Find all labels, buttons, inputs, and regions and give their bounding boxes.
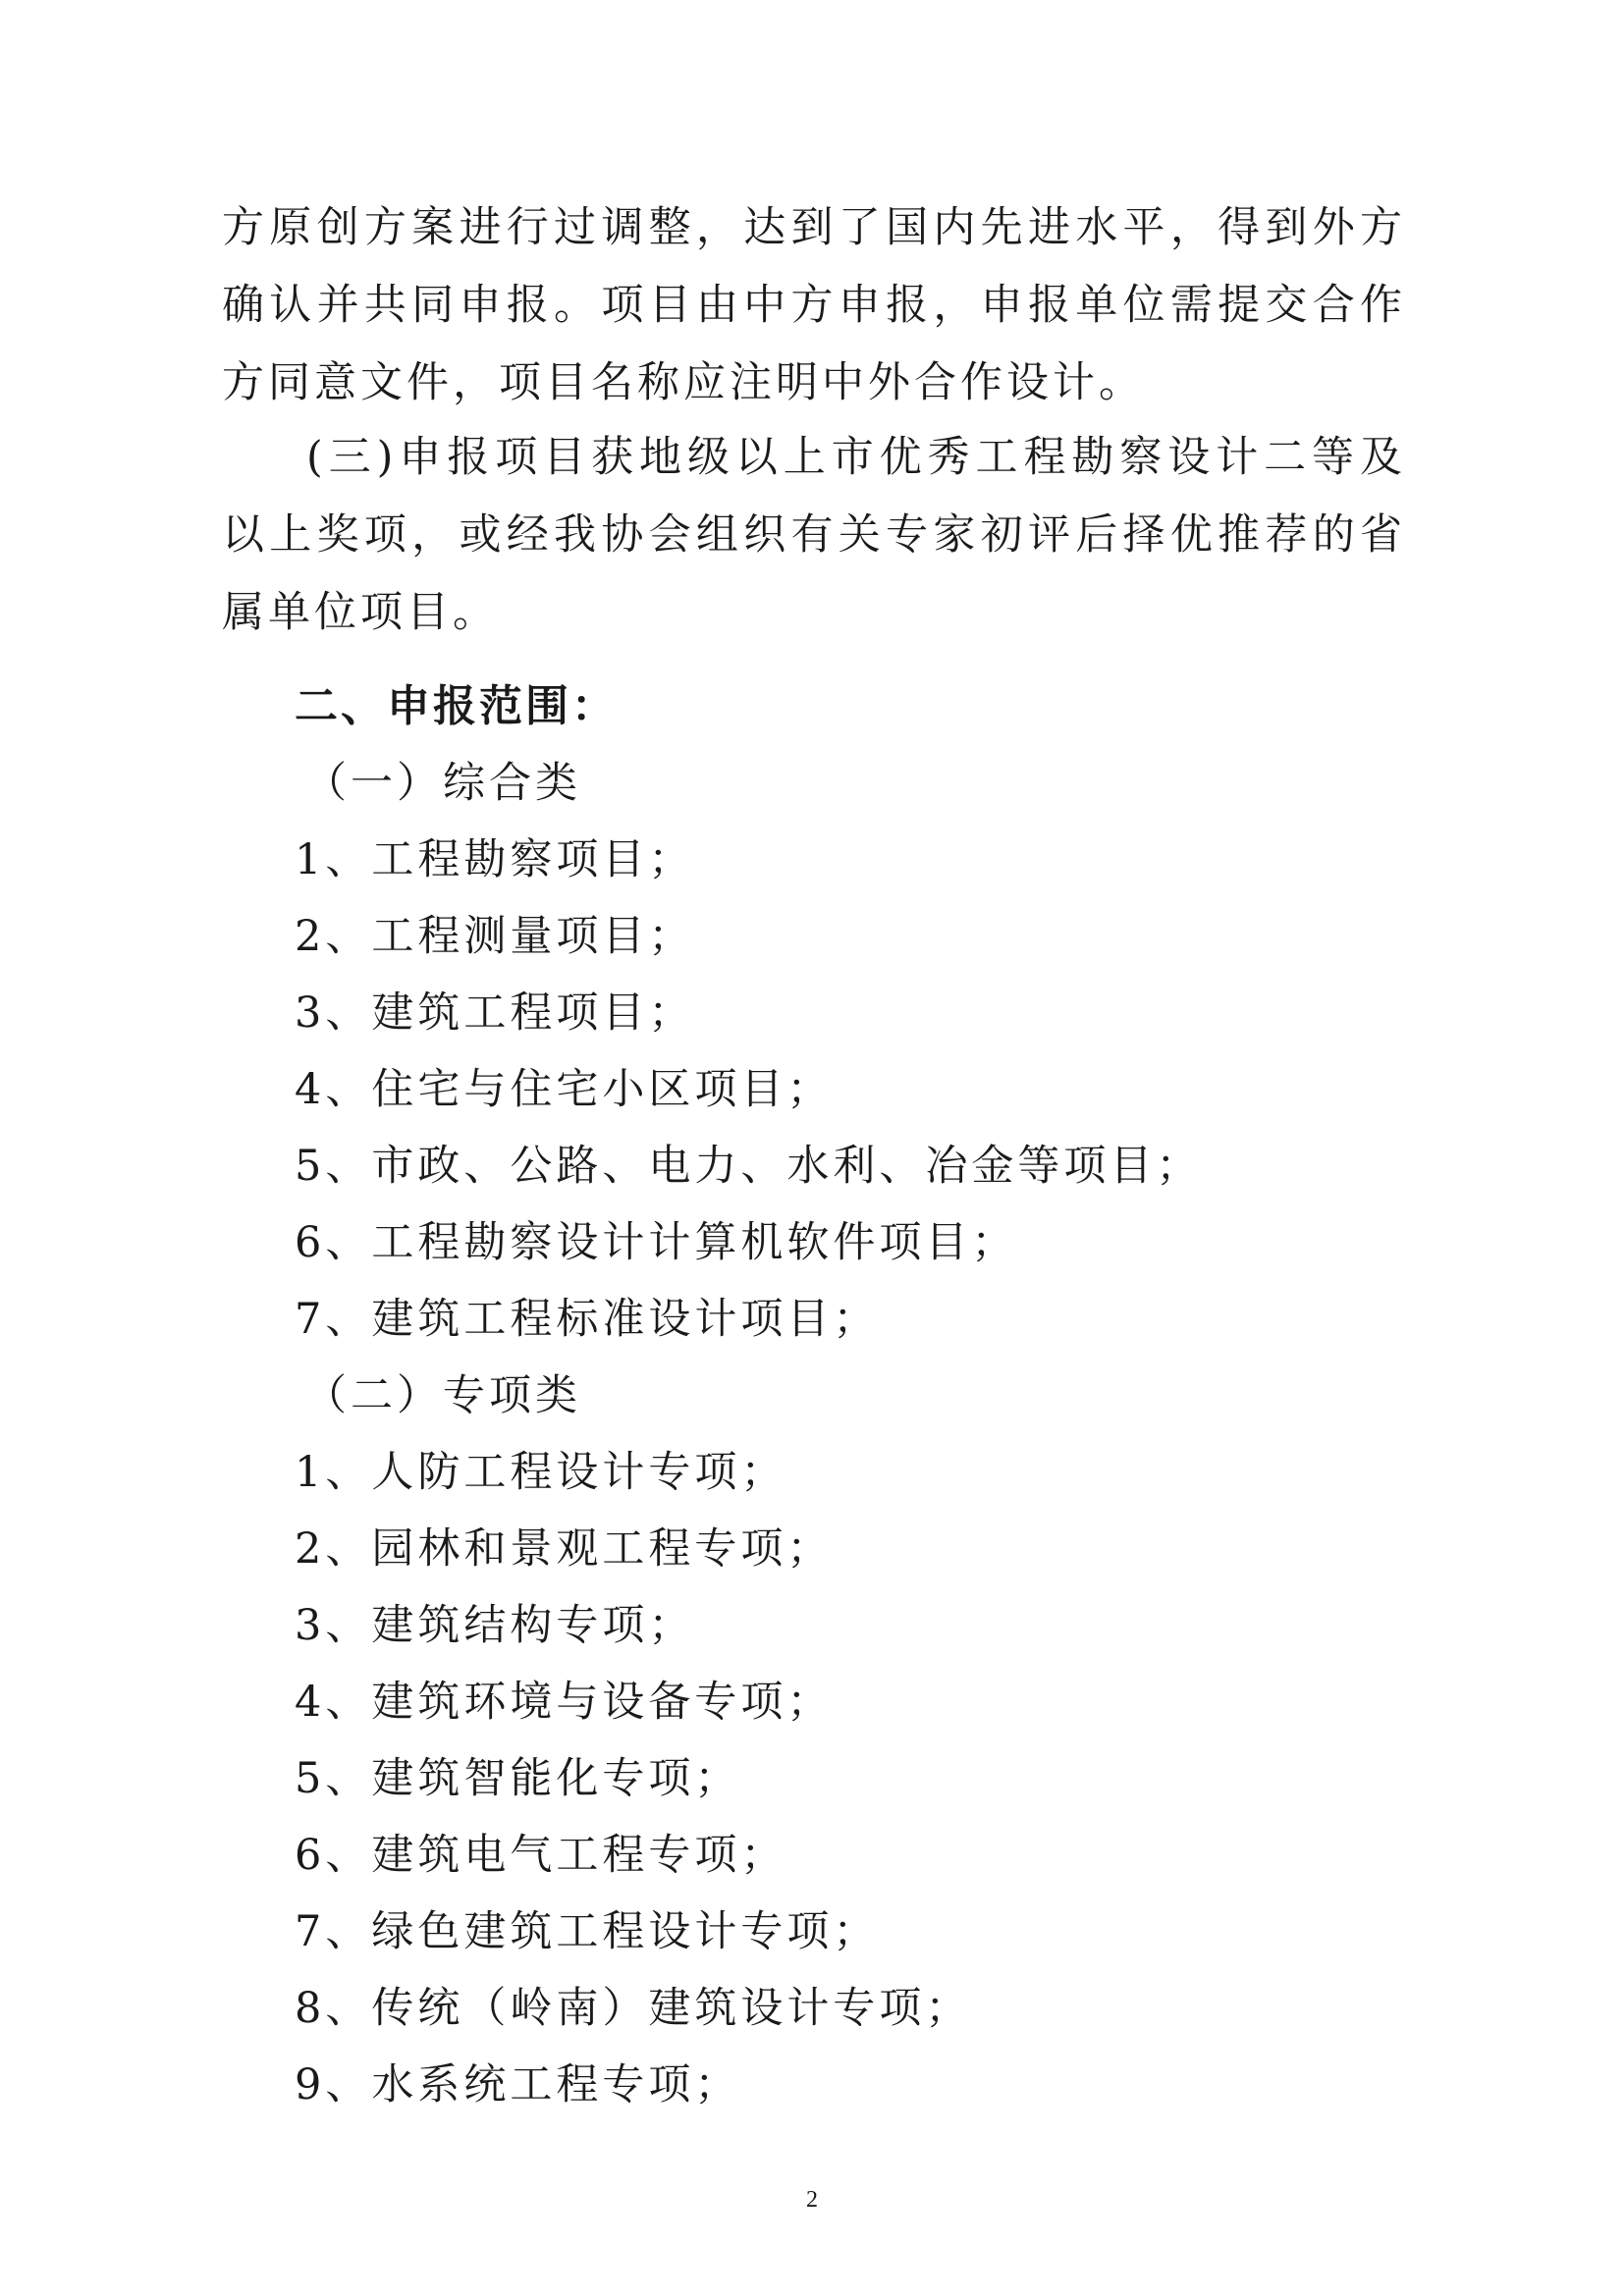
section-heading-scope: 二、申报范围：: [295, 681, 618, 731]
list-item: 2、工程测量项目；: [295, 912, 695, 961]
list-item: 1、人防工程设计专项；: [295, 1448, 787, 1497]
page-number: 2: [806, 2187, 818, 2213]
list-item: 1、工程勘察项目；: [295, 835, 695, 884]
list-item: 2、园林和景观工程专项；: [295, 1524, 834, 1574]
list-item: 3、建筑工程项目；: [295, 988, 695, 1038]
body-paragraph-item-three: (三)申报项目获地级以上市优秀工程勘察设计二等及以上奖项，或经我协会组织有关专家初评后择优推荐的省属单位项目。: [222, 433, 1406, 637]
list-item: 6、建筑电气工程专项；: [295, 1831, 787, 1880]
list-item: 7、建筑工程标准设计项目；: [295, 1295, 880, 1344]
list-item: 5、建筑智能化专项；: [295, 1754, 741, 1803]
list-item: 9、水系统工程专项；: [295, 2060, 741, 2109]
list-item: 7、绿色建筑工程设计专项；: [295, 1907, 880, 1956]
list-item: 6、工程勘察设计计算机软件项目；: [295, 1218, 1018, 1267]
sub-heading-special: （二）专项类: [304, 1371, 581, 1420]
body-paragraph-continuation: 方原创方案进行过调整，达到了国内先进水平，得到外方确认并共同申报。项目由中方申报，申报单位需提交合作方同意文件，项目名称应注明中外合作设计。: [222, 203, 1406, 407]
list-item: 4、建筑环境与设备专项；: [295, 1678, 834, 1727]
sub-heading-comprehensive: （一）综合类: [304, 759, 581, 808]
list-item: 4、住宅与住宅小区项目；: [295, 1065, 834, 1114]
list-item: 8、传统（岭南）建筑设计专项；: [295, 1984, 972, 2033]
list-item: 3、建筑结构专项；: [295, 1601, 695, 1650]
list-item: 5、市政、公路、电力、水利、冶金等项目；: [295, 1142, 1203, 1191]
